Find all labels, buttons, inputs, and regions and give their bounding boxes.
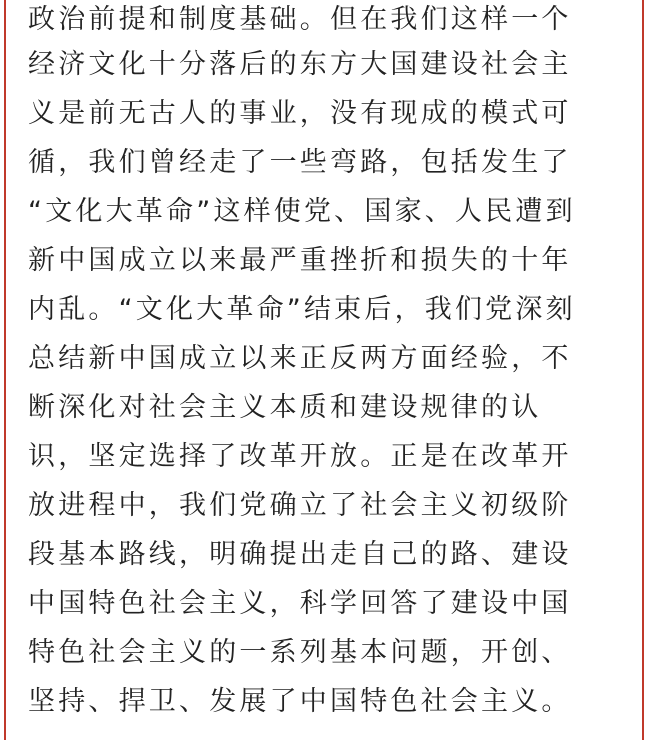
text-line: 段基本路线，明确提出走自己的路、建设 — [28, 539, 572, 570]
text-line: 政治前提和制度基础。但在我们这样一个 — [28, 4, 572, 35]
article-paragraph — [28, 0, 628, 726]
text-line: 新中国成立以来最严重挫折和损失的十年 — [28, 245, 572, 276]
text-line: 断深化对社会主义本质和建设规律的认 — [28, 392, 542, 423]
text-line: “文化大革命”这样使党、国家、人民遭到 — [28, 196, 576, 227]
text-line: 放进程中，我们党确立了社会主义初级阶 — [28, 490, 572, 521]
text-line: 中国特色社会主义，科学回答了建设中国 — [28, 588, 572, 619]
text-line: 总结新中国成立以来正反两方面经验，不 — [28, 343, 572, 374]
left-border-line — [4, 0, 6, 740]
text-line: 特色社会主义的一系列基本问题，开创、 — [28, 637, 572, 668]
text-line: 坚持、捍卫、发展了中国特色社会主义。 — [28, 686, 572, 717]
text-line: 内乱。“文化大革命”结束后，我们党深刻 — [28, 294, 576, 325]
text-line: 经济文化十分落后的东方大国建设社会主 — [28, 49, 572, 80]
text-line: 循，我们曾经走了一些弯路，包括发生了 — [28, 147, 572, 178]
right-border-line — [642, 0, 644, 740]
text-line: 义是前无古人的事业，没有现成的模式可 — [28, 98, 572, 129]
text-line: 识，坚定选择了改革开放。正是在改革开 — [28, 441, 572, 472]
